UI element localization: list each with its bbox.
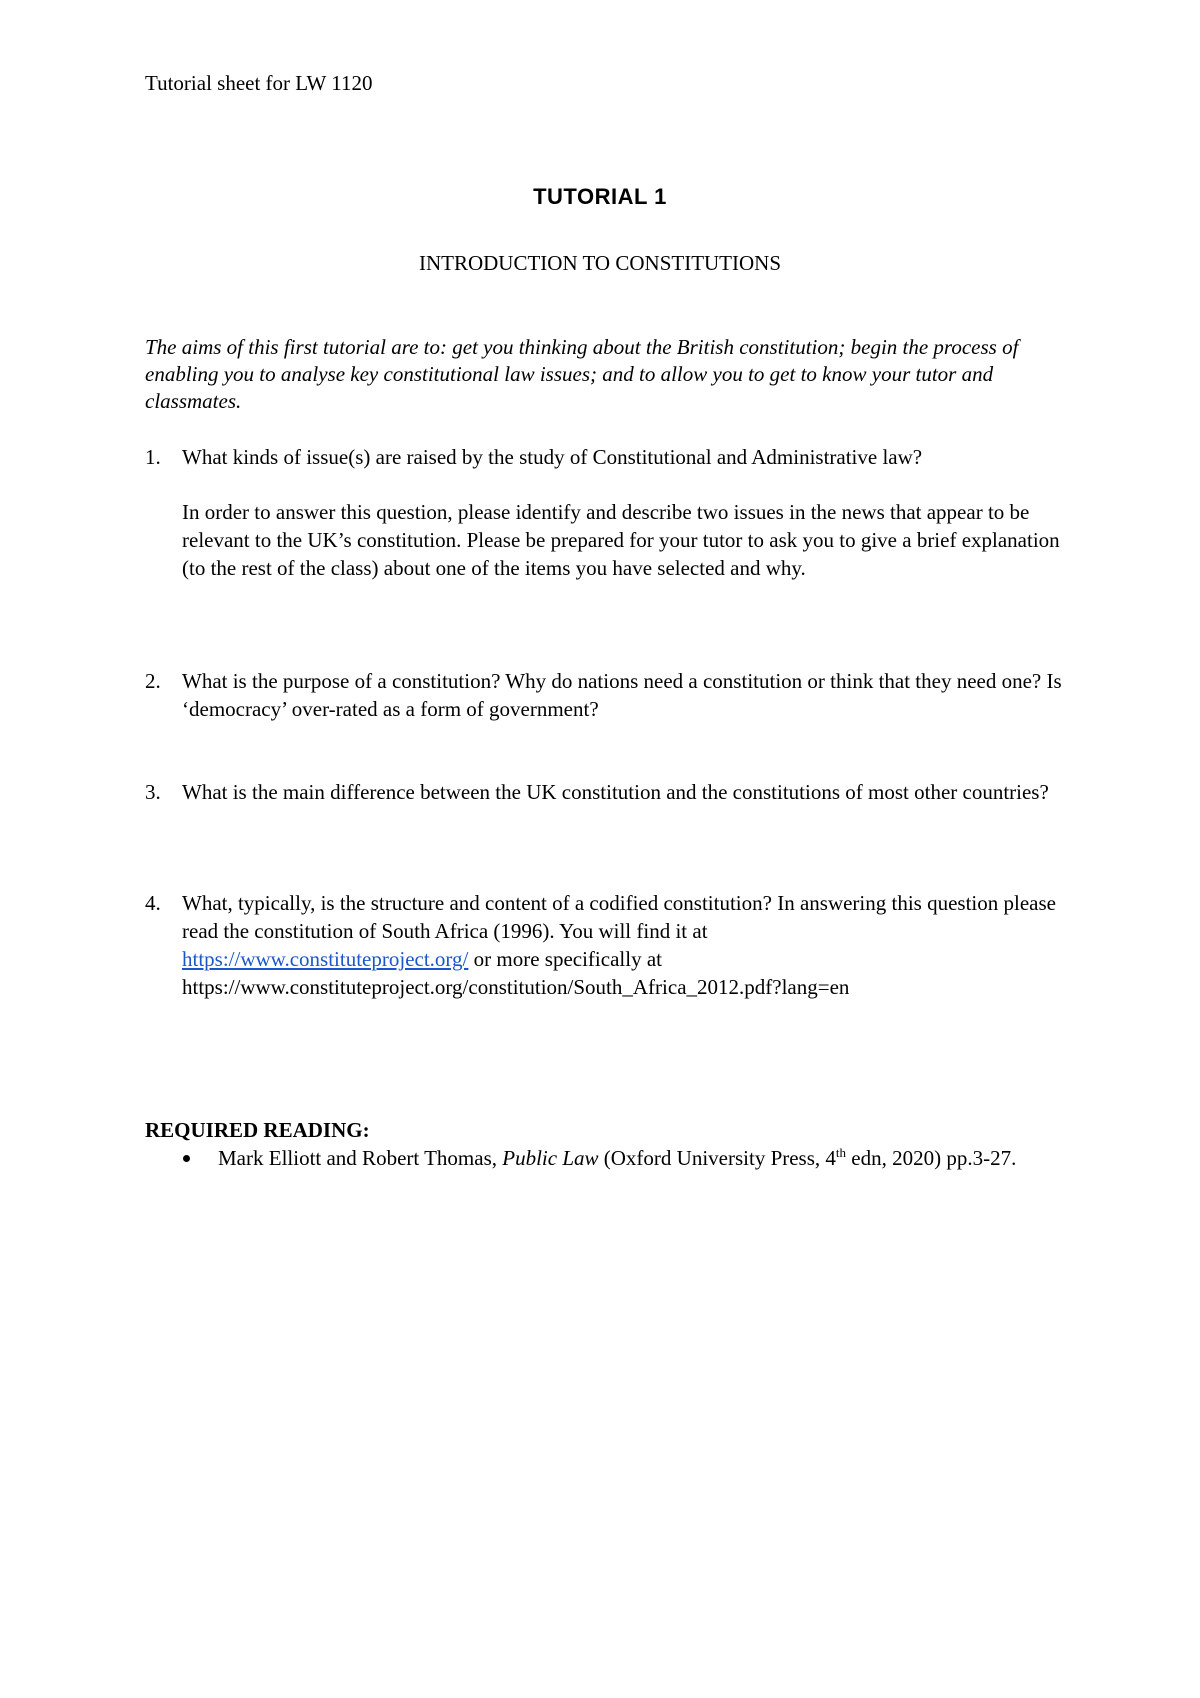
- reading-authors: Mark Elliott and Robert Thomas,: [218, 1146, 503, 1170]
- reading-book-title: Public Law: [502, 1146, 599, 1170]
- ordinal-suffix: th: [835, 1145, 847, 1160]
- required-reading-heading: REQUIRED READING:: [145, 1118, 370, 1142]
- bullet-icon: [183, 1155, 190, 1162]
- question-number: 2.: [145, 669, 161, 693]
- question-text: What kinds of issue(s) are raised by the study of Constitutional and Administrative law?: [182, 445, 923, 469]
- aims-paragraph: The aims of this first tutorial are to: get you thinking about the British constitution; begin the process of enabling you to analyse key constitutional law issues; and to allow you to get to know your tutor and classmates.: [145, 335, 1019, 413]
- page-header: Tutorial sheet for LW 1120: [145, 71, 373, 95]
- link-suffix: or more specifically at: [468, 947, 662, 971]
- tutorial-title: TUTORIAL 1: [533, 184, 667, 209]
- question-number: 4.: [145, 891, 161, 915]
- question-followup: In order to answer this question, please identify and describe two issues in the news that appear to be relevant to the UK’s constitution. Please be prepared for your tutor to ask you to give a brief explanation (to the rest of the class) about one of the items you have selected and why.: [182, 500, 1060, 580]
- south-africa-url: https://www.constituteproject.org/constitution/South_Africa_2012.pdf?lang=en: [182, 975, 850, 999]
- question-number: 3.: [145, 780, 161, 804]
- reading-edition-pages: edn, 2020) pp.3-27.: [846, 1146, 1017, 1170]
- constituteproject-link[interactable]: https://www.constituteproject.org/: [182, 947, 469, 971]
- question-text: What is the purpose of a constitution? Why do nations need a constitution or think that they need one? Is ‘democracy’ over-rated as a form of government?: [182, 669, 1062, 721]
- question-number: 1.: [145, 445, 161, 469]
- question-text: What is the main difference between the UK constitution and the constitutions of most other countries?: [182, 780, 1049, 804]
- tutorial-subtitle: INTRODUCTION TO CONSTITUTIONS: [418, 251, 782, 275]
- question-text: What, typically, is the structure and content of a codified constitution? In answering this question please read the constitution of South Africa (1996). You will find it at: [182, 891, 1056, 943]
- reading-publisher: (Oxford University Press, 4: [598, 1146, 836, 1170]
